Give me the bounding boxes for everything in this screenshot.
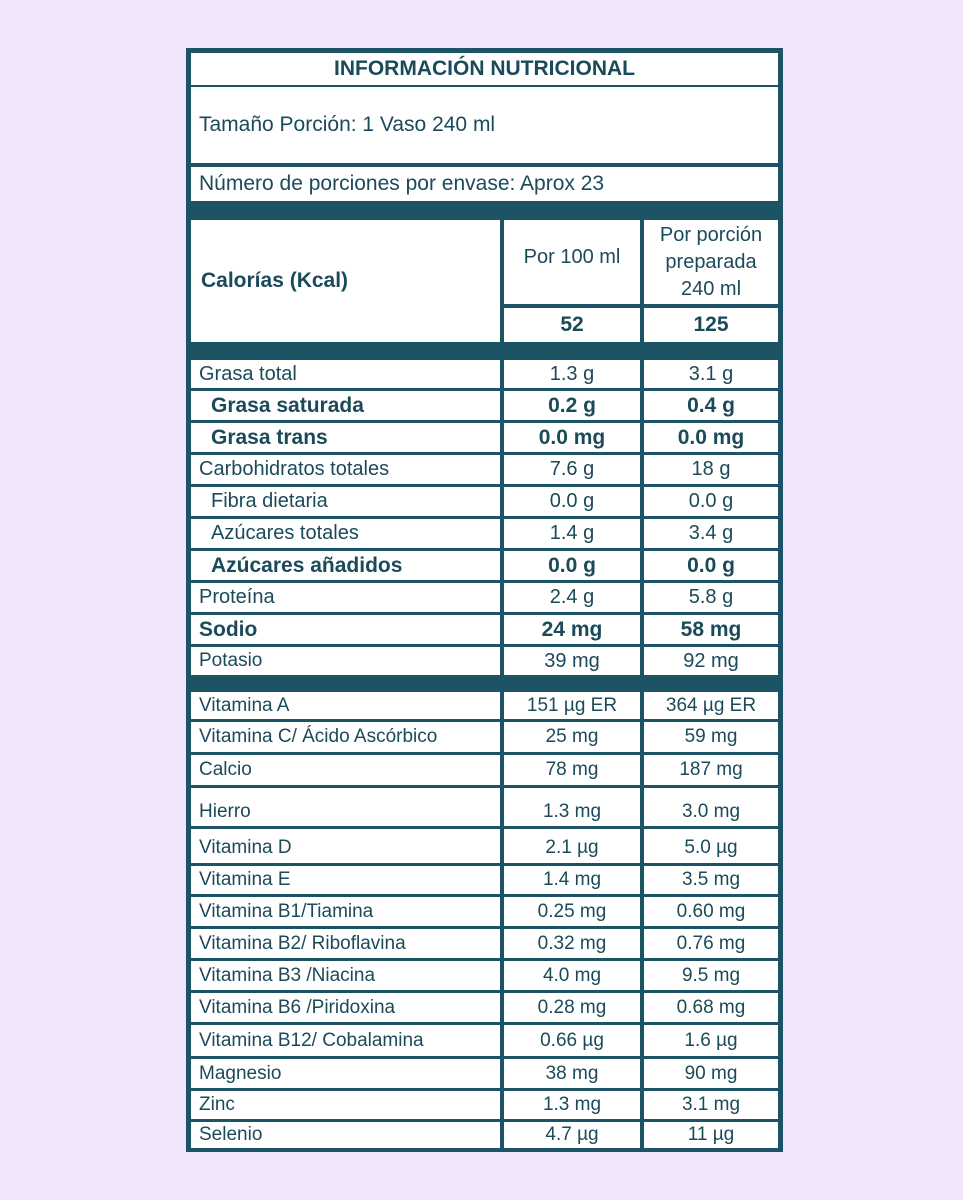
nutrient-name: Grasa saturada [191, 391, 500, 420]
nutrient-value-serving: 18 g [644, 455, 778, 484]
vitamin-name: Zinc [191, 1091, 500, 1119]
nutrient-value-100ml: 0.2 g [504, 391, 640, 420]
nutrient-value-100ml: 7.6 g [504, 455, 640, 484]
vitamin-name: Vitamina B3 /Niacina [191, 961, 500, 990]
nutrient-value-100ml: 2.4 g [504, 583, 640, 612]
nutrient-value-serving: 3.1 g [644, 360, 778, 388]
vitamin-value-100ml: 0.28 mg [504, 993, 640, 1022]
vitamin-value-serving: 0.76 mg [644, 929, 778, 958]
nutrient-value-serving: 92 mg [644, 647, 778, 675]
vitamin-name: Calcio [191, 755, 500, 785]
vitamin-value-100ml: 78 mg [504, 755, 640, 785]
header-line-2: preparada [665, 250, 757, 273]
nutrient-value-serving: 5.8 g [644, 583, 778, 612]
nutrient-name: Azúcares totales [191, 519, 500, 548]
vitamin-value-serving: 59 mg [644, 722, 778, 752]
vitamin-name: Selenio [191, 1122, 500, 1148]
vitamin-value-serving: 1.6 µg [644, 1025, 778, 1056]
header-line-1: Por porción [659, 223, 763, 246]
nutrient-value-serving: 0.0 mg [644, 423, 778, 452]
vitamin-value-serving: 364 µg ER [644, 692, 778, 719]
vitamin-value-serving: 90 mg [644, 1059, 778, 1088]
vitamin-name: Vitamina A [191, 692, 500, 719]
nutrient-name: Carbohidratos totales [191, 455, 500, 484]
vitamin-name: Vitamina B2/ Riboflavina [191, 929, 500, 958]
nutrient-value-100ml: 0.0 g [504, 551, 640, 580]
nutrient-value-100ml: 0.0 g [504, 487, 640, 516]
vitamin-value-100ml: 1.3 mg [504, 788, 640, 826]
nutrient-name: Proteína [191, 583, 500, 612]
nutrient-value-100ml: 0.0 mg [504, 423, 640, 452]
nutrient-value-100ml: 24 mg [504, 615, 640, 644]
vitamin-value-serving: 9.5 mg [644, 961, 778, 990]
table-title: INFORMACIÓN NUTRICIONAL [191, 53, 778, 85]
nutrient-name: Grasa total [191, 360, 500, 388]
calories-per-serving: 125 [644, 308, 778, 342]
vitamin-value-serving: 3.0 mg [644, 788, 778, 826]
vitamin-value-serving: 187 mg [644, 755, 778, 785]
vitamin-value-100ml: 0.25 mg [504, 897, 640, 926]
vitamin-value-100ml: 4.7 µg [504, 1122, 640, 1148]
vitamin-name: Vitamina B6 /Piridoxina [191, 993, 500, 1022]
calories-col-header-serving [644, 220, 778, 304]
vitamin-value-serving: 0.68 mg [644, 993, 778, 1022]
vitamin-name: Vitamina B1/Tiamina [191, 897, 500, 926]
serving-size: Tamaño Porción: 1 Vaso 240 ml [191, 87, 778, 163]
nutrient-name: Sodio [191, 615, 500, 644]
vitamin-name: Vitamina D [191, 829, 500, 863]
nutrient-name: Potasio [191, 647, 500, 675]
vitamin-value-100ml: 4.0 mg [504, 961, 640, 990]
nutrient-value-serving: 3.4 g [644, 519, 778, 548]
vitamin-value-100ml: 0.32 mg [504, 929, 640, 958]
vitamin-value-serving: 5.0 µg [644, 829, 778, 863]
vitamin-name: Vitamina C/ Ácido Ascórbico [191, 722, 500, 752]
vitamin-name: Magnesio [191, 1059, 500, 1088]
vitamin-value-100ml: 1.3 mg [504, 1091, 640, 1119]
calories-per-100ml: 52 [504, 308, 640, 342]
vitamin-value-100ml: 0.66 µg [504, 1025, 640, 1056]
vitamin-value-100ml: 2.1 µg [504, 829, 640, 863]
vitamin-name: Hierro [191, 788, 500, 826]
vitamin-name: Vitamina E [191, 866, 500, 894]
vitamin-value-serving: 11 µg [644, 1122, 778, 1148]
nutrient-value-serving: 0.0 g [644, 487, 778, 516]
vitamin-value-serving: 0.60 mg [644, 897, 778, 926]
vitamin-name: Vitamina B12/ Cobalamina [191, 1025, 500, 1056]
nutrient-value-100ml: 1.3 g [504, 360, 640, 388]
vitamin-value-serving: 3.5 mg [644, 866, 778, 894]
vitamin-value-100ml: 38 mg [504, 1059, 640, 1088]
vitamin-value-100ml: 151 µg ER [504, 692, 640, 719]
nutrient-value-serving: 0.0 g [644, 551, 778, 580]
header-line-3: 240 ml [680, 277, 742, 300]
nutrient-name: Grasa trans [191, 423, 500, 452]
vitamin-value-100ml: 1.4 mg [504, 866, 640, 894]
nutrient-value-100ml: 1.4 g [504, 519, 640, 548]
nutrient-value-100ml: 39 mg [504, 647, 640, 675]
nutrient-value-serving: 58 mg [644, 615, 778, 644]
nutrient-value-serving: 0.4 g [644, 391, 778, 420]
vitamin-value-100ml: 25 mg [504, 722, 640, 752]
nutrient-name: Azúcares añadidos [191, 551, 500, 580]
calories-label: Calorías (Kcal) [191, 220, 500, 342]
nutrient-name: Fibra dietaria [191, 487, 500, 516]
nutrition-facts-table [186, 48, 783, 1152]
calories-col-header-100ml: Por 100 ml [504, 220, 640, 304]
vitamin-value-serving: 3.1 mg [644, 1091, 778, 1119]
servings-per-container: Número de porciones por envase: Aprox 23 [191, 167, 778, 201]
